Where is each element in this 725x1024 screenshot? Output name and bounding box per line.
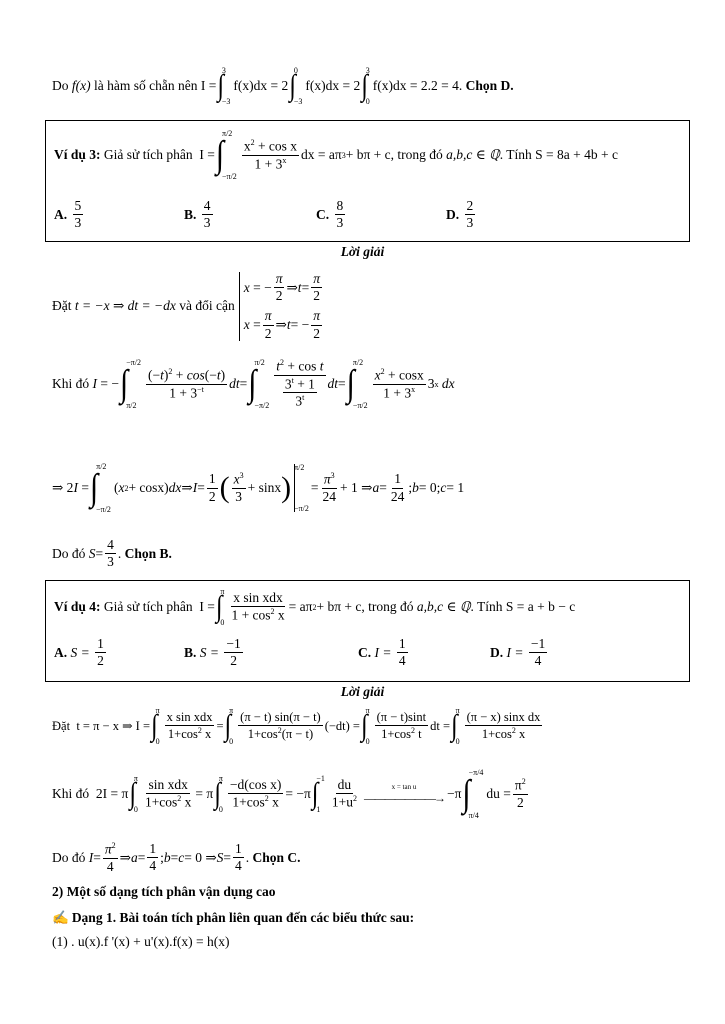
example4-text3: . Tính — [470, 599, 503, 614]
sol4-dat-text: Đặt — [52, 718, 71, 733]
example3-statement: Ví dụ 3: Giả sử tích phân I = ∫ π/2 −π/2 $\frac{x^2 + \cos x}{1 + 3^x}$ dx = aπ 3 + bπ + c , trong đó a,b,c ∈ ℚ . Tính S = 8a + 4b + c — [54, 129, 618, 181]
example3-option-b: B. $\frac{4}{3}$ — [184, 198, 211, 231]
row1-statement — [52, 66, 514, 106]
example3-label: Ví dụ 3: — [54, 147, 101, 162]
example4-text2: , trong đó — [361, 599, 414, 614]
example4-statement: Ví dụ 4: Giả sử tích phân I = ∫ π 0 $\frac{\text{x sin xdx}}{1 + \cos^2 x}$ = aπ 2 + bπ + c , trong đó a,b,c ∈ ℚ . Tính S = a + b − c — [54, 587, 576, 627]
row1-choice: Chọn D. — [465, 78, 514, 93]
sol4-khido: Khi đó — [52, 786, 90, 801]
sol3-substitution — [52, 272, 324, 341]
sol3-conclusion: Do đó S = $\frac{4}{3}$ . Chọn B. — [52, 537, 172, 570]
sol3-dodo: Do đó — [52, 545, 86, 561]
example4-option-b: B. S = $\frac{-1}{2}$ — [184, 636, 241, 669]
example4-box — [45, 580, 690, 682]
solution-heading-4: Lời giải — [340, 684, 385, 699]
example3-option-a: A. $\frac{5}{3}$ — [54, 198, 82, 231]
sol3-dat-tail: và đổi cận — [179, 298, 235, 314]
example3-text2: , trong đó — [390, 147, 443, 162]
example4-label: Ví dụ 4: — [54, 599, 101, 614]
row1-func: f(x) — [71, 78, 91, 93]
row1-equation: I = ∫ 3 −3 f(x)dx = 2 ∫ 0 −3 f(x)dx = 2 ∫ 3 0 f(x)dx = 2.2 = 4. — [200, 66, 463, 106]
sol4-khido-line: Khi đó 2I = π ∫ π 0 $\frac{\text{sin xdx}}{1+\cos^2 x}$ = π ∫ π 0 $\frac{\text{−d(cos x)}}{1+\cos^2 x}$ = −π ∫ −1 1 $\frac{du}{1+u^2}$ x = tan u ———————→ −π ∫ −π/4 π/4 du = $\frac{\pi^2}{2}$ — [52, 768, 526, 820]
sol4-conclusion: Do đó I = $\frac{\pi^2}{4}$ ⇒ a = $\frac{1}{4}$ ; b = c = 0 ⇒ S = $\frac{1}{4}$ . Chọn C. — [52, 841, 301, 874]
example4-vars: a,b,c ∈ ℚ — [416, 599, 471, 614]
example4-target: S = a + b − c — [505, 599, 576, 614]
example3-text1: Giả sử tích phân — [103, 147, 193, 162]
section2-title: 2) Một số dạng tích phân vận dụng cao — [52, 884, 276, 899]
example4-option-c: C. I = $\frac{1}{4}$ — [358, 636, 406, 669]
sol3-dat-expr: t = −x ⇒ dt = −dx — [74, 298, 176, 314]
sol3-khido: Khi đó — [52, 376, 90, 391]
row1-text: là hàm số chẵn nên — [93, 78, 198, 93]
sol3-bounds: x = − $\frac{\pi}{2}$ ⇒ t = $\frac{\pi}{2}$ x = $\frac{\pi}{2}$ ⇒ t = − $\frac{\pi}{2}$ — [239, 272, 324, 341]
arrow-substitution: x = tan u ———————→ — [363, 782, 444, 805]
example4-text1: Giả sử tích phân — [103, 599, 193, 614]
example3-option-d: D. $\frac{2}{3}$ — [446, 198, 474, 231]
solution-heading-3: Lời giải — [340, 244, 385, 259]
example3-target: S = 8a + 4b + c — [535, 147, 618, 162]
sol3-khido-line: Khi đó I = − ∫ −π/2 π/2 $\frac{(-t)^2 + \cos(-t)}{1 + 3^{-t}}$ dt = ∫ π/2 −π/2 $\frac{t^2 + \cos t}{\frac{3^t + 1}{3^t}}$ dt = ∫ π/2 −π/2 $\frac{x^2 + \cos x}{1 + 3^x}$ 3 x dx — [52, 357, 455, 410]
row1-lead: Do — [52, 78, 69, 93]
example3-vars: a,b,c ∈ ℚ — [446, 147, 500, 162]
sol3-choice: Chọn B. — [124, 545, 172, 561]
example3-option-c: C. $\frac{8}{3}$ — [316, 198, 344, 231]
sol4-choice: Chọn C. — [252, 849, 301, 865]
sol4-dodo: Do đó — [52, 849, 86, 865]
dang1-line — [52, 910, 414, 926]
sol4-substitution: Đặt t = π − x ⇒ I = ∫ π 0 $\frac{\text{x sin xdx}}{1+\cos^2 x}$ = ∫ π 0 $\frac{(\pi - t) \sin(\pi - t)}{1+\cos^2(\pi - t)}$ (−dt) = ∫ π 0 $\frac{(\pi - t)\sin t}{1+\cos^2 t}$ dt = ∫ π 0 $\frac{\text{(π − x) sinx dx}}{1+\cos^2 x}$ — [52, 706, 541, 746]
sol3-dat-text: Đặt — [52, 298, 72, 314]
example4-option-a: A. S = $\frac{1}{2}$ — [54, 636, 104, 669]
example3-text3: . Tính — [499, 147, 532, 162]
pencil-hand-icon: ✍ — [52, 910, 69, 925]
example4-option-d: D. I = $\frac{-1}{4}$ — [490, 636, 546, 669]
sol3-2i-line: ⇒ 2 I = ∫ π/2 −π/2 ( x 2 + cosx) dx ⇒ I = $\frac{1}{2}$ ( $\frac{x^3}{3}$ + sinx ) π/2 −π/2 = $\frac{\pi^3}{24}$ + 1 ⇒ a = $\frac{1}{24}$ ; b = 0; c = 1 — [52, 462, 465, 514]
dang1-text: Dạng 1. Bài toán tích phân liên quan đến các biểu thức sau: — [71, 910, 415, 925]
item1-line: (1) . u(x).f '(x) + u'(x).f(x) = h(x) — [52, 934, 230, 949]
example3-box — [45, 120, 690, 242]
